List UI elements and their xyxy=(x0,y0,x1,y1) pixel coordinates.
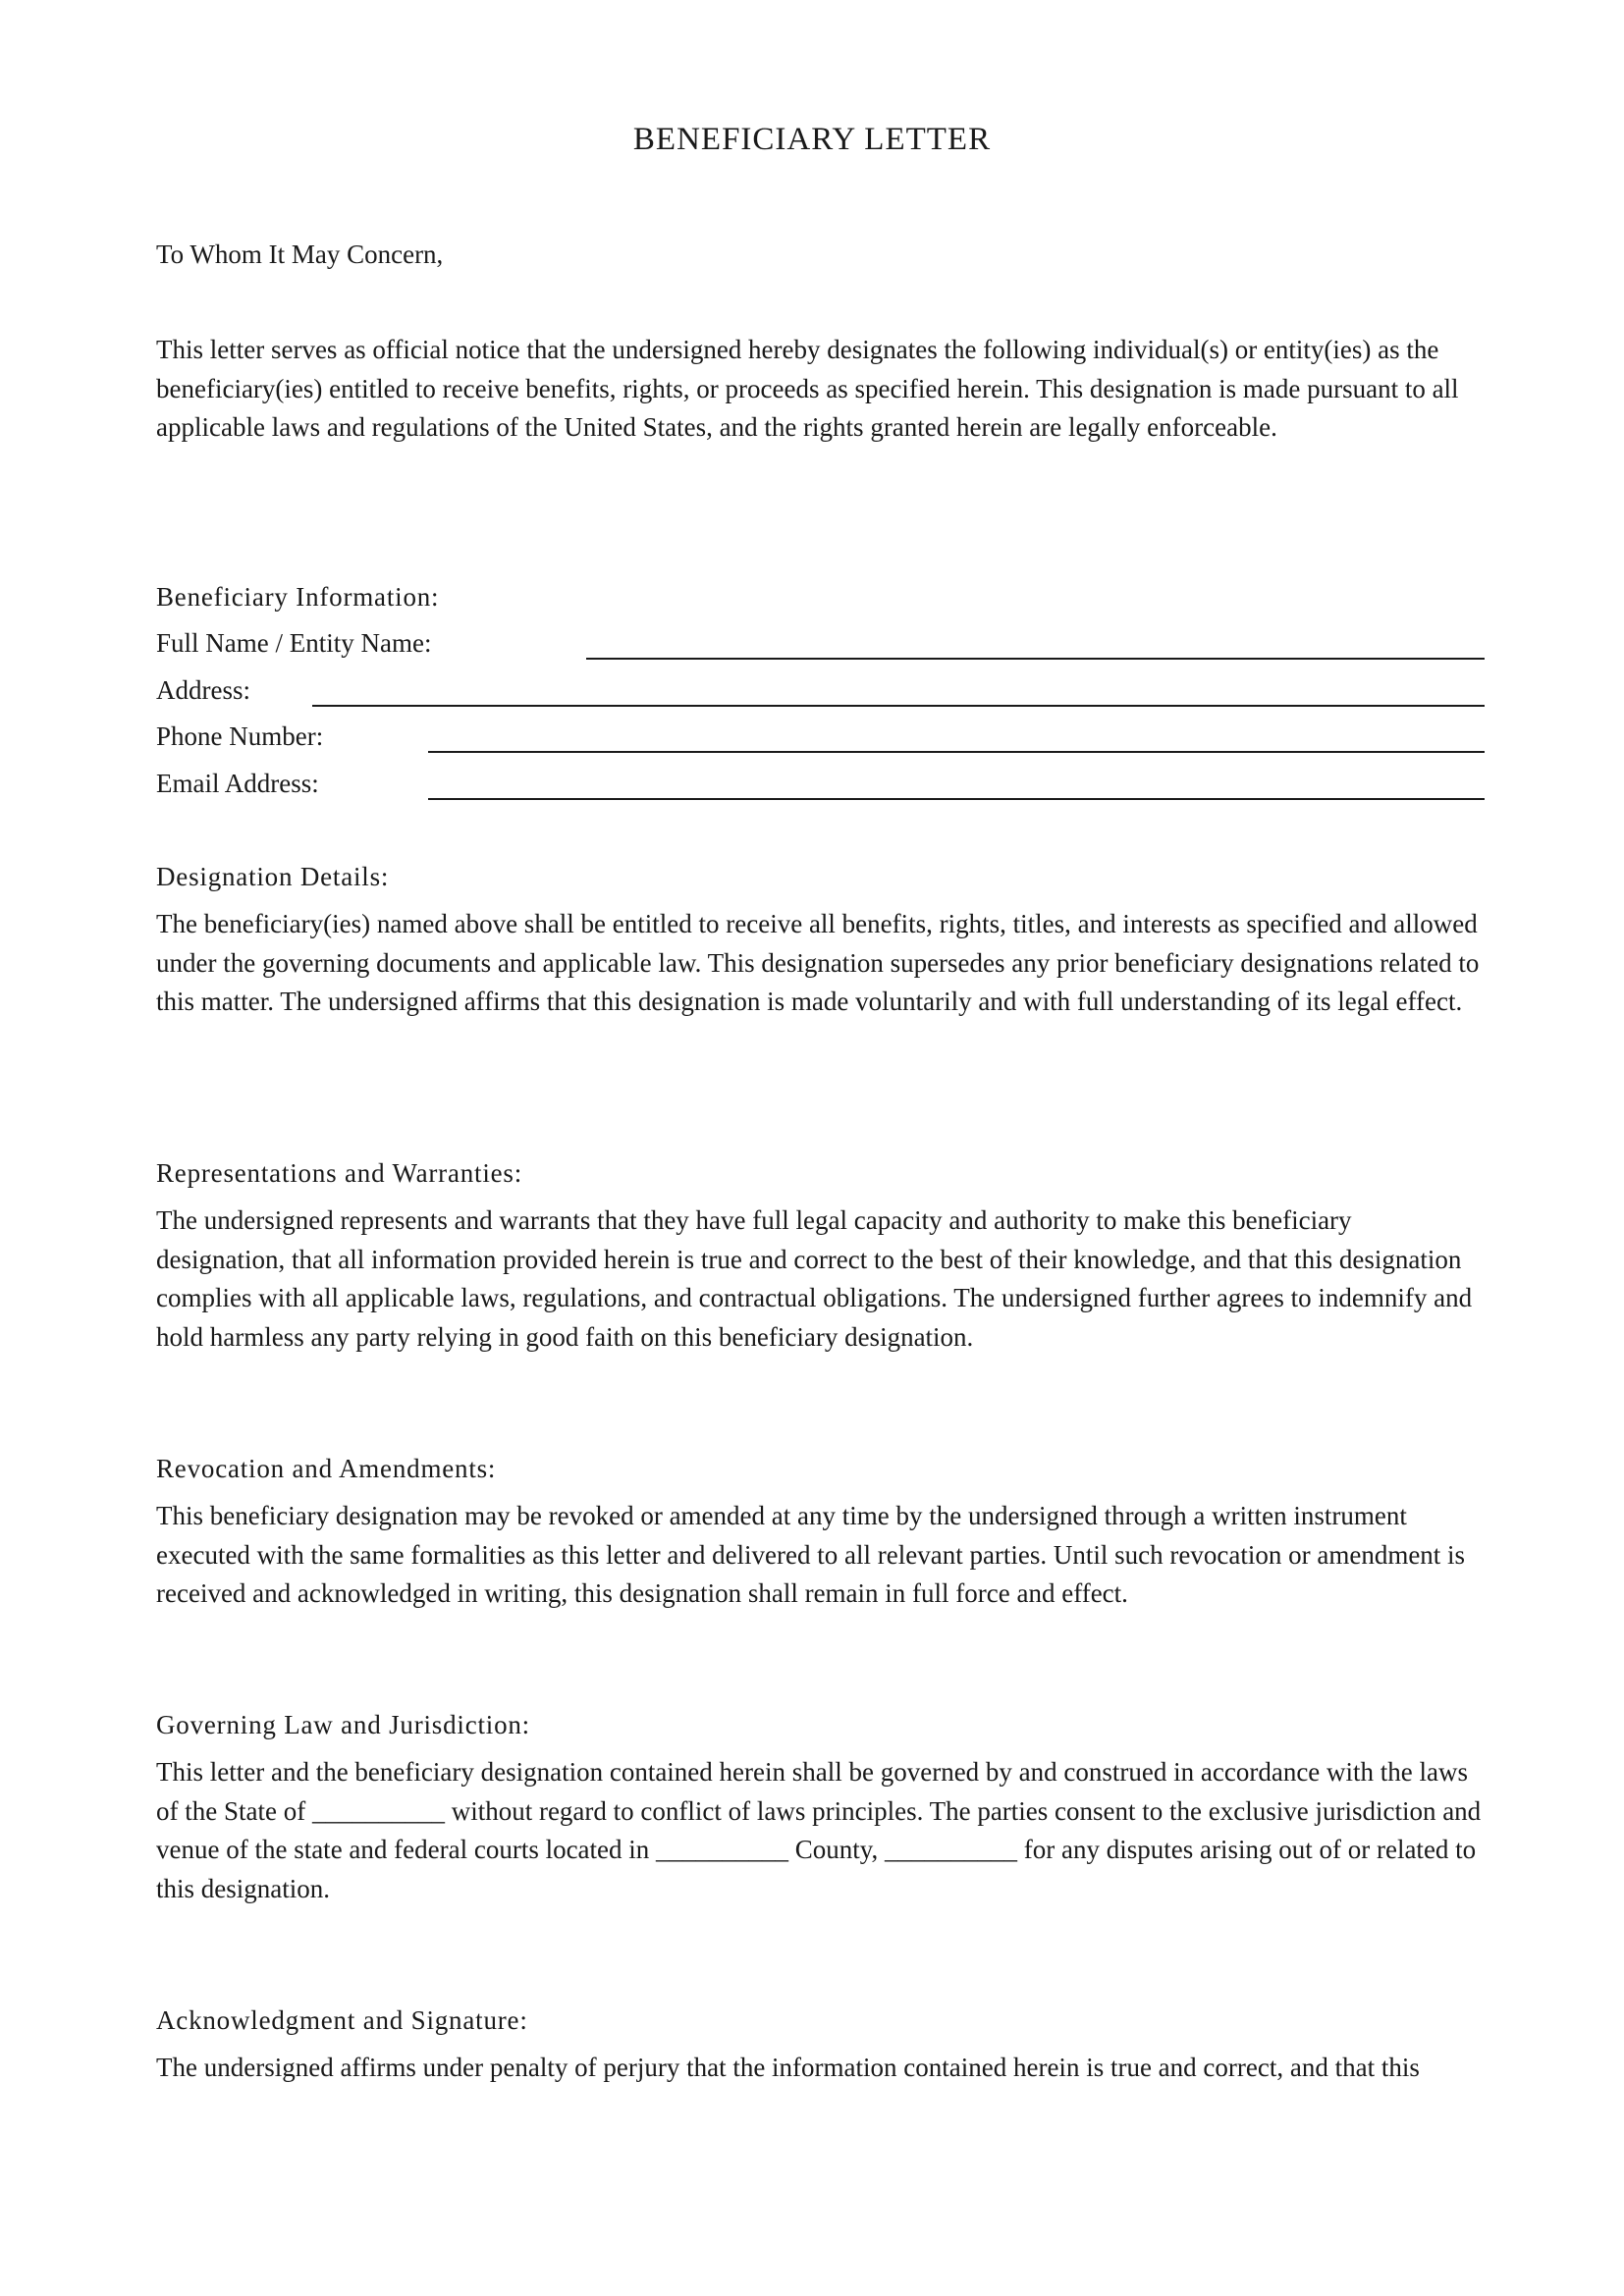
revocation-paragraph: This beneficiary designation may be revoked or amended at any time by the undersigned through a written instrument executed with the same formalities as this letter and delivered to all relevant parties. Until such revocation or amendment is received and acknowledged in writing, this designation shall remain in full force and effect. xyxy=(156,1501,1466,1608)
full-name-field[interactable] xyxy=(156,628,1485,667)
intro-paragraph: This letter serves as official notice that the undersigned hereby designates the following individual(s) or entity(ies) as the beneficiary(ies) entitled to receive benefits, rights, or proceeds as specified herein. This designation is made pursuant to all applicable laws and regulations of the United States, and the rights granted herein are legally enforceable. xyxy=(156,335,1459,442)
address-field[interactable] xyxy=(156,675,1485,715)
document-title: BENEFICIARY LETTER xyxy=(632,122,992,157)
representations-paragraph: The undersigned represents and warrants that they have full legal capacity and authority to make this beneficiary designation, that all information provided herein is true and correct to the best of their knowledge, and that this designation complies with all applicable laws, regulations, and contractual obligations. The undersigned further agrees to indemnify and hold harmless any party relying in good faith on this beneficiary designation. xyxy=(156,1205,1473,1352)
beneficiary-info-heading: Beneficiary Information: xyxy=(156,582,440,612)
acknowledgment-heading: Acknowledgment and Signature: xyxy=(156,2005,528,2035)
email-input-line[interactable] xyxy=(428,798,1485,800)
designation-heading: Designation Details: xyxy=(156,862,390,891)
designation-paragraph: The beneficiary(ies) named above shall be entitled to receive all benefits, rights, titles, and interests as specified and allowed under the governing documents and applicable law. This designation supersedes any prior beneficiary designations related to this matter. The undersigned affirms that this designation is made voluntarily and with full understanding of its legal effect. xyxy=(156,909,1480,1016)
phone-field[interactable] xyxy=(156,721,1485,761)
governing-law-paragraph: This letter and the beneficiary designation contained herein shall be governed by and construed in accordance with the laws of the State of __________ without regard to conflict of laws principles. The parties consent to the exclusive jurisdiction and venue of the state and federal courts located in __________ County, __________ for any disputes arising out of or related to this designation. xyxy=(156,1757,1482,1903)
full-name-input-line[interactable] xyxy=(586,658,1485,660)
email-field[interactable] xyxy=(156,769,1485,808)
salutation: To Whom It May Concern, xyxy=(156,240,444,269)
acknowledgment-paragraph: The undersigned affirms under penalty of perjury that the information contained herein is true and correct, and that this xyxy=(156,2053,1420,2082)
phone-label: Phone Number: xyxy=(156,721,324,751)
phone-input-line[interactable] xyxy=(428,751,1485,753)
address-label: Address: xyxy=(156,675,250,705)
representations-heading: Representations and Warranties: xyxy=(156,1158,523,1188)
address-input-line[interactable] xyxy=(312,705,1485,707)
full-name-label: Full Name / Entity Name: xyxy=(156,628,432,658)
email-label: Email Address: xyxy=(156,769,319,798)
revocation-heading: Revocation and Amendments: xyxy=(156,1454,497,1483)
governing-law-heading: Governing Law and Jurisdiction: xyxy=(156,1710,530,1739)
